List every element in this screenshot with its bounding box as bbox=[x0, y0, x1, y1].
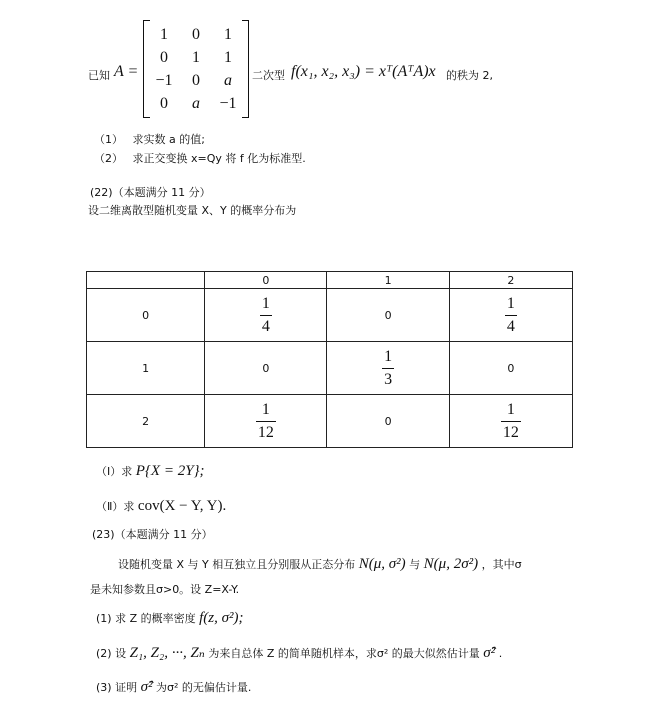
fraction-bar bbox=[256, 421, 276, 422]
q22-heading: (22)（本题满分 11 分） bbox=[90, 186, 211, 199]
fraction bbox=[256, 400, 276, 442]
fraction-bar bbox=[382, 368, 394, 369]
q22-part2 bbox=[96, 498, 226, 515]
fraction-denominator: 12 bbox=[502, 424, 519, 441]
q23-part2 bbox=[96, 643, 502, 662]
matrix-entry: −1 bbox=[219, 95, 237, 112]
q21-part2 bbox=[94, 150, 306, 166]
matrix-entry: 0 bbox=[192, 72, 200, 89]
matrix-entry: 1 bbox=[224, 26, 232, 43]
q23-heading: (23)（本题满分 11 分） bbox=[92, 528, 213, 541]
q22-intro: 设二维离散型随机变量 X、Y 的概率分布为 bbox=[88, 204, 297, 217]
fraction-denominator: 4 bbox=[261, 318, 270, 335]
fraction-bar bbox=[260, 315, 272, 316]
q23-part1-formula: f(z, σ²); bbox=[199, 610, 244, 626]
q22-part1-formula: P{X = 2Y}; bbox=[135, 463, 205, 479]
q23-part1-text: (1) 求 Z 的概率密度 bbox=[96, 612, 196, 625]
q23-dist1: N(μ, σ²) bbox=[358, 556, 406, 572]
table-cell bbox=[327, 342, 449, 395]
q21-part1-num: （1） bbox=[94, 133, 123, 146]
fraction bbox=[501, 400, 521, 442]
fraction-numerator: 1 bbox=[384, 348, 393, 365]
q22-part2-formula: cov(X − Y, Y). bbox=[137, 498, 227, 514]
q23-intro-line2: 是未知参数且σ>0。设 Z=X-Y. bbox=[90, 583, 240, 596]
fraction-denominator: 3 bbox=[384, 371, 393, 388]
q23-part2-formula: Z₁, Z₂, ···, Zₙ bbox=[129, 645, 205, 661]
fraction-numerator: 1 bbox=[506, 295, 515, 312]
matrix-entry: 0 bbox=[160, 49, 168, 66]
table-col-header-2: 2 bbox=[449, 272, 572, 289]
fraction-denominator: 12 bbox=[257, 424, 274, 441]
q23-part1 bbox=[96, 610, 244, 627]
table-col-header-0: 0 bbox=[205, 272, 327, 289]
q22-part1 bbox=[96, 463, 205, 480]
q21-matrix-name: A = bbox=[114, 63, 139, 80]
table-cell bbox=[449, 289, 572, 342]
fraction-denominator: 4 bbox=[506, 318, 515, 335]
table-cell: 0 bbox=[205, 342, 327, 395]
q23-part3 bbox=[96, 679, 251, 696]
table-cell bbox=[205, 395, 327, 448]
matrix-entry: −1 bbox=[155, 72, 173, 89]
matrix-entry: 1 bbox=[160, 26, 168, 43]
q21-part2-num: （2） bbox=[94, 152, 123, 165]
fraction-numerator: 1 bbox=[506, 401, 515, 418]
q21-formula: f(x₁, x₂, x₃) = xᵀ(AᵀA)x bbox=[291, 63, 436, 80]
table-body bbox=[87, 289, 573, 448]
fraction-numerator: 1 bbox=[261, 401, 270, 418]
table-corner-cell bbox=[87, 272, 205, 289]
fraction bbox=[382, 347, 394, 389]
table-row bbox=[87, 395, 573, 448]
matrix-entry: 1 bbox=[192, 49, 200, 66]
table-col-header-1: 1 bbox=[327, 272, 449, 289]
q23-part2-text-a: (2) 设 bbox=[96, 647, 127, 660]
fraction-bar bbox=[505, 315, 517, 316]
q21-mid-text: 二次型 bbox=[252, 69, 285, 82]
table-cell bbox=[205, 289, 327, 342]
table-row-label: 0 bbox=[87, 289, 205, 342]
table-cell: 0 bbox=[449, 342, 572, 395]
q23-intro-line1-a: 设随机变量 X 与 Y 相互独立且分别服从正态分布 bbox=[118, 558, 356, 571]
q21-part2-text: 求正交变换 x=Qy 将 f 化为标准型. bbox=[132, 152, 306, 165]
q23-part3-text-a: (3) 证明 bbox=[96, 681, 138, 694]
q23-intro-and: 与 bbox=[409, 558, 421, 571]
matrix-entry: 1 bbox=[224, 49, 232, 66]
fraction bbox=[505, 294, 517, 336]
matrix-entry: a bbox=[192, 95, 200, 112]
q23-intro-line1 bbox=[118, 556, 522, 573]
q21-suffix: 的秩为 2, bbox=[446, 69, 493, 82]
q23-dist2: N(μ, 2σ²) bbox=[423, 556, 479, 572]
table-row-label: 1 bbox=[87, 342, 205, 395]
q23-part2-text-b: 为来自总体 Z 的简单随机样本，求σ² 的最大似然估计量 bbox=[208, 647, 480, 660]
q23-part2-end: . bbox=[498, 647, 503, 660]
q23-part3-hat: σ̂² bbox=[140, 679, 153, 695]
q21-part1-text: 求实数 a 的值; bbox=[132, 133, 205, 146]
q22-part1-num: （Ⅰ）求 bbox=[96, 465, 133, 478]
fraction bbox=[260, 294, 272, 336]
table-row bbox=[87, 342, 573, 395]
q23-part2-hat: σ̂² bbox=[483, 645, 496, 661]
q22-part2-num: （Ⅱ）求 bbox=[96, 500, 135, 513]
q21-part1 bbox=[94, 131, 205, 147]
matrix-entry: 0 bbox=[192, 26, 200, 43]
matrix-entries bbox=[148, 23, 244, 115]
fraction-numerator: 1 bbox=[261, 295, 270, 312]
probability-table bbox=[86, 271, 573, 448]
table-cell bbox=[449, 395, 572, 448]
table-header-row bbox=[87, 272, 573, 289]
matrix-entry: 0 bbox=[160, 95, 168, 112]
fraction-bar bbox=[501, 421, 521, 422]
table-cell: 0 bbox=[327, 395, 449, 448]
q23-part3-text-b: 为σ² 的无偏估计量. bbox=[155, 681, 252, 694]
q23-intro-line1-b: ，其中σ bbox=[481, 558, 522, 571]
q21-matrix bbox=[143, 20, 249, 118]
table-row bbox=[87, 289, 573, 342]
q21-intro-prefix: 已知 bbox=[88, 69, 110, 82]
table-row-label: 2 bbox=[87, 395, 205, 448]
table-cell: 0 bbox=[327, 289, 449, 342]
matrix-entry: a bbox=[224, 72, 232, 89]
